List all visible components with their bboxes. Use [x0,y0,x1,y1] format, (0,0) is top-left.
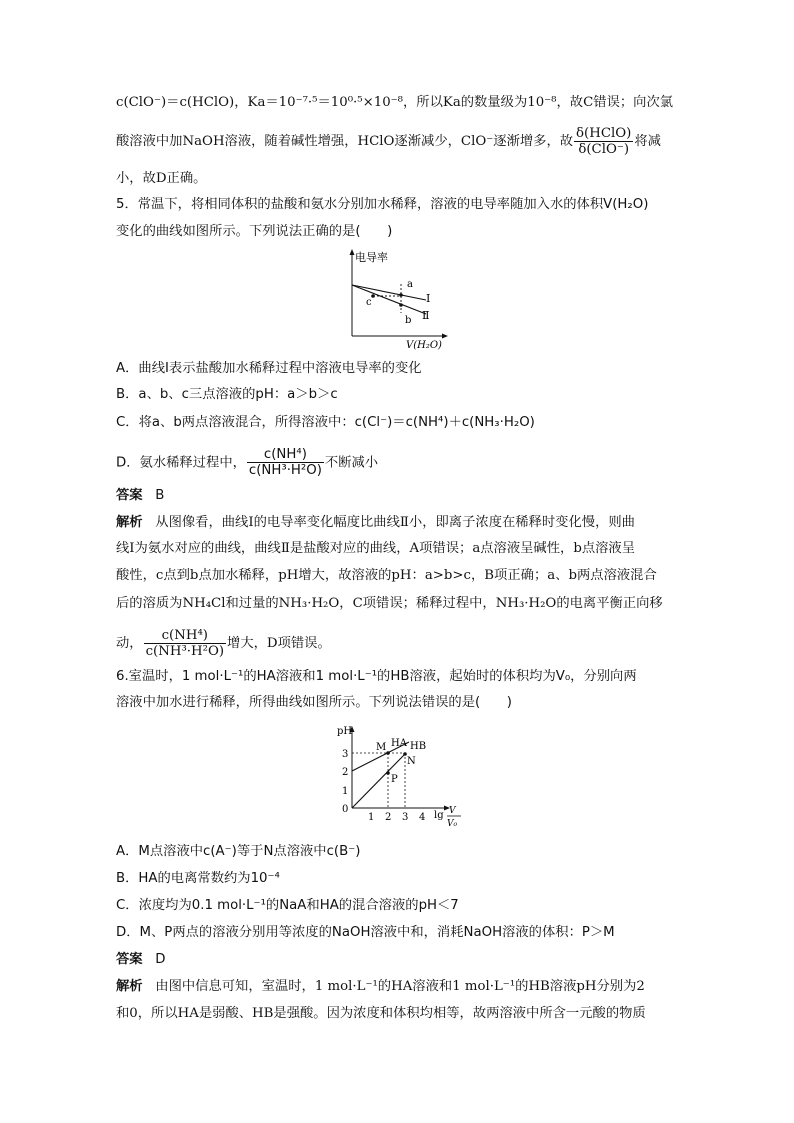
question-6-option-d: D．M、P两点的溶液分别用等浓度的NaOH溶液中和，消耗NaOH溶液的体积：P＞M [116,925,615,940]
y-tick-label: 3 [342,749,349,760]
fraction [247,447,324,478]
x-tick-label: 2 [385,812,392,823]
point-c [371,294,375,298]
label-P: P [391,774,398,785]
question-6-explanation [116,978,645,996]
question-5-explanation: 后的溶质为NH₄Cl和过量的NH₃·H₂O，C项错误；稀释过程中，NH₃·H₂O的电离平衡正向移 [116,596,663,611]
question-5-option-c: C．将a、b两点溶液混合，所得溶液中：c(Cl⁻)＝c(NH⁴)＋c(NH₃·H₂O) [116,415,535,430]
question-6-stem: 溶液中加水进行稀释，所得曲线如图所示。下列说法错误的是( ) [116,695,512,710]
question-5-stem: 5．常温下，将相同体积的盐酸和氨水分别加水稀释，溶液的电导率随加入水的体积V(H₂O) [116,197,649,212]
text-segment: D．氨水稀释过程中， [116,455,246,471]
question-5-option-a: A．曲线Ⅰ表示盐酸加水稀释过程中溶液电导率的变化 [116,361,422,376]
text-segment: 不断减小 [324,455,379,471]
label-curve-I: Ⅰ [426,292,431,305]
y-axis-label: 电导率 [355,251,388,264]
question-5-explanation: 线Ⅰ为氨水对应的曲线，曲线Ⅱ是盐酸对应的曲线，A项错误；a点溶液呈碱性，b点溶液呈 [116,541,636,556]
answer-value: B [155,488,165,503]
text-segment: 增大，D项错误。 [227,636,331,651]
curve-II [352,285,426,314]
question-5-option-d [116,447,378,478]
text-segment: 从图像看，曲线Ⅰ的电导率变化幅度比曲线Ⅱ小，即离子浓度在稀释时变化慢，则曲 [155,515,635,530]
y-tick-label: 2 [342,767,349,778]
point-P [386,771,390,775]
x-tick-label: 3 [402,812,409,823]
question-5-stem: 变化的曲线如图所示。下列说法正确的是( ) [116,224,393,239]
question-5-option-b: B．a、b、c三点溶液的pH：a＞b＞c [116,387,338,402]
point-a [399,293,403,297]
answer-value: D [155,952,166,967]
label-HB: HB [410,741,427,752]
answer-label: 答案 [116,952,143,967]
y-tick-label: 0 [342,804,349,815]
point-b [399,303,403,307]
y-axis-label: pH [337,726,353,737]
fraction [144,628,226,659]
question-6-option-b: B．HA的电离常数约为10⁻⁴ [116,871,280,886]
question-6-stem: 6.室温时，1 mol·L⁻¹的HA溶液和1 mol·L⁻¹的HB溶液，起始时的体积均为V₀，分别向两 [116,669,637,684]
label-c: c [366,297,372,308]
fraction-numerator: c(NH⁴) [247,447,324,463]
paragraph-line: c(ClO⁻)＝c(HClO)，Ka＝10⁻⁷·⁵＝10⁰·⁵×10⁻⁸，所以Ka的数量级为10⁻⁸，故C错误；向次氯 [116,95,674,110]
label-b: b [405,315,412,326]
fraction [574,126,633,157]
fraction-denominator: c(NH³·H²O) [145,644,225,659]
text-segment: 将减 [634,134,661,149]
fraction-denominator: δ(ClO⁻) [578,142,630,157]
answer-label: 答案 [116,488,143,503]
paragraph-line: 小，故D正确。 [116,171,207,186]
y-tick-label: 1 [342,786,349,797]
point-M [386,751,390,755]
label-a: a [407,279,413,290]
x-axis-label-denominator: V₀ [447,819,458,829]
x-tick-label: 4 [419,812,426,823]
question-6-explanation: 和0，所以HA是弱酸、HB是强酸。因为浓度和体积均相等，故两溶液中所含一元酸的物质 [116,1006,646,1021]
label-HA: HA [391,738,407,749]
ph-dilution-chart [332,720,464,835]
curve-I [352,285,426,300]
x-axis-label: V(H₂O) [406,340,442,350]
question-5-explanation: 酸性，c点到b点加水稀释，pH增大，故溶液的pH：a>b>c，B项正确；a、b两点溶液混合 [116,568,657,583]
question-6-option-a: A．M点溶液中c(A⁻)等于N点溶液中c(B⁻) [116,844,361,859]
x-axis-label-numerator: V [449,806,456,816]
explanation-label: 解析 [116,979,143,994]
label-N: N [407,756,416,767]
y-axis-arrow [350,249,355,255]
x-axis-arrow [442,334,448,339]
text-segment: 动， [116,636,143,651]
fraction-denominator: c(NH³·H²O) [248,463,322,478]
label-M: M [376,742,387,753]
label-curve-II: Ⅱ [422,309,430,322]
text-segment: 酸溶液中加NaOH溶液，随着碱性增强，HClO逐渐减少，ClO⁻逐渐增多，故 [116,134,574,149]
fraction-numerator: c(NH⁴) [144,628,226,644]
explanation-label: 解析 [116,515,143,530]
question-5-explanation [116,628,331,659]
text-segment: 由图中信息可知，室温时，1 mol·L⁻¹的HA溶液和1 mol·L⁻¹的HB溶液pH分别为2 [155,979,645,994]
question-5-answer [116,487,164,505]
question-5-explanation [116,514,635,532]
fraction-numerator: δ(HClO) [576,126,632,141]
question-6-answer [116,951,166,969]
paragraph-line [116,126,661,157]
x-axis-label-lg: lg [434,810,444,821]
x-tick-label: 1 [368,812,375,823]
question-6-option-c: C．浓度均为0.1 mol·L⁻¹的NaA和HA的混合溶液的pH＜7 [116,898,459,913]
conductivity-chart [340,248,450,350]
